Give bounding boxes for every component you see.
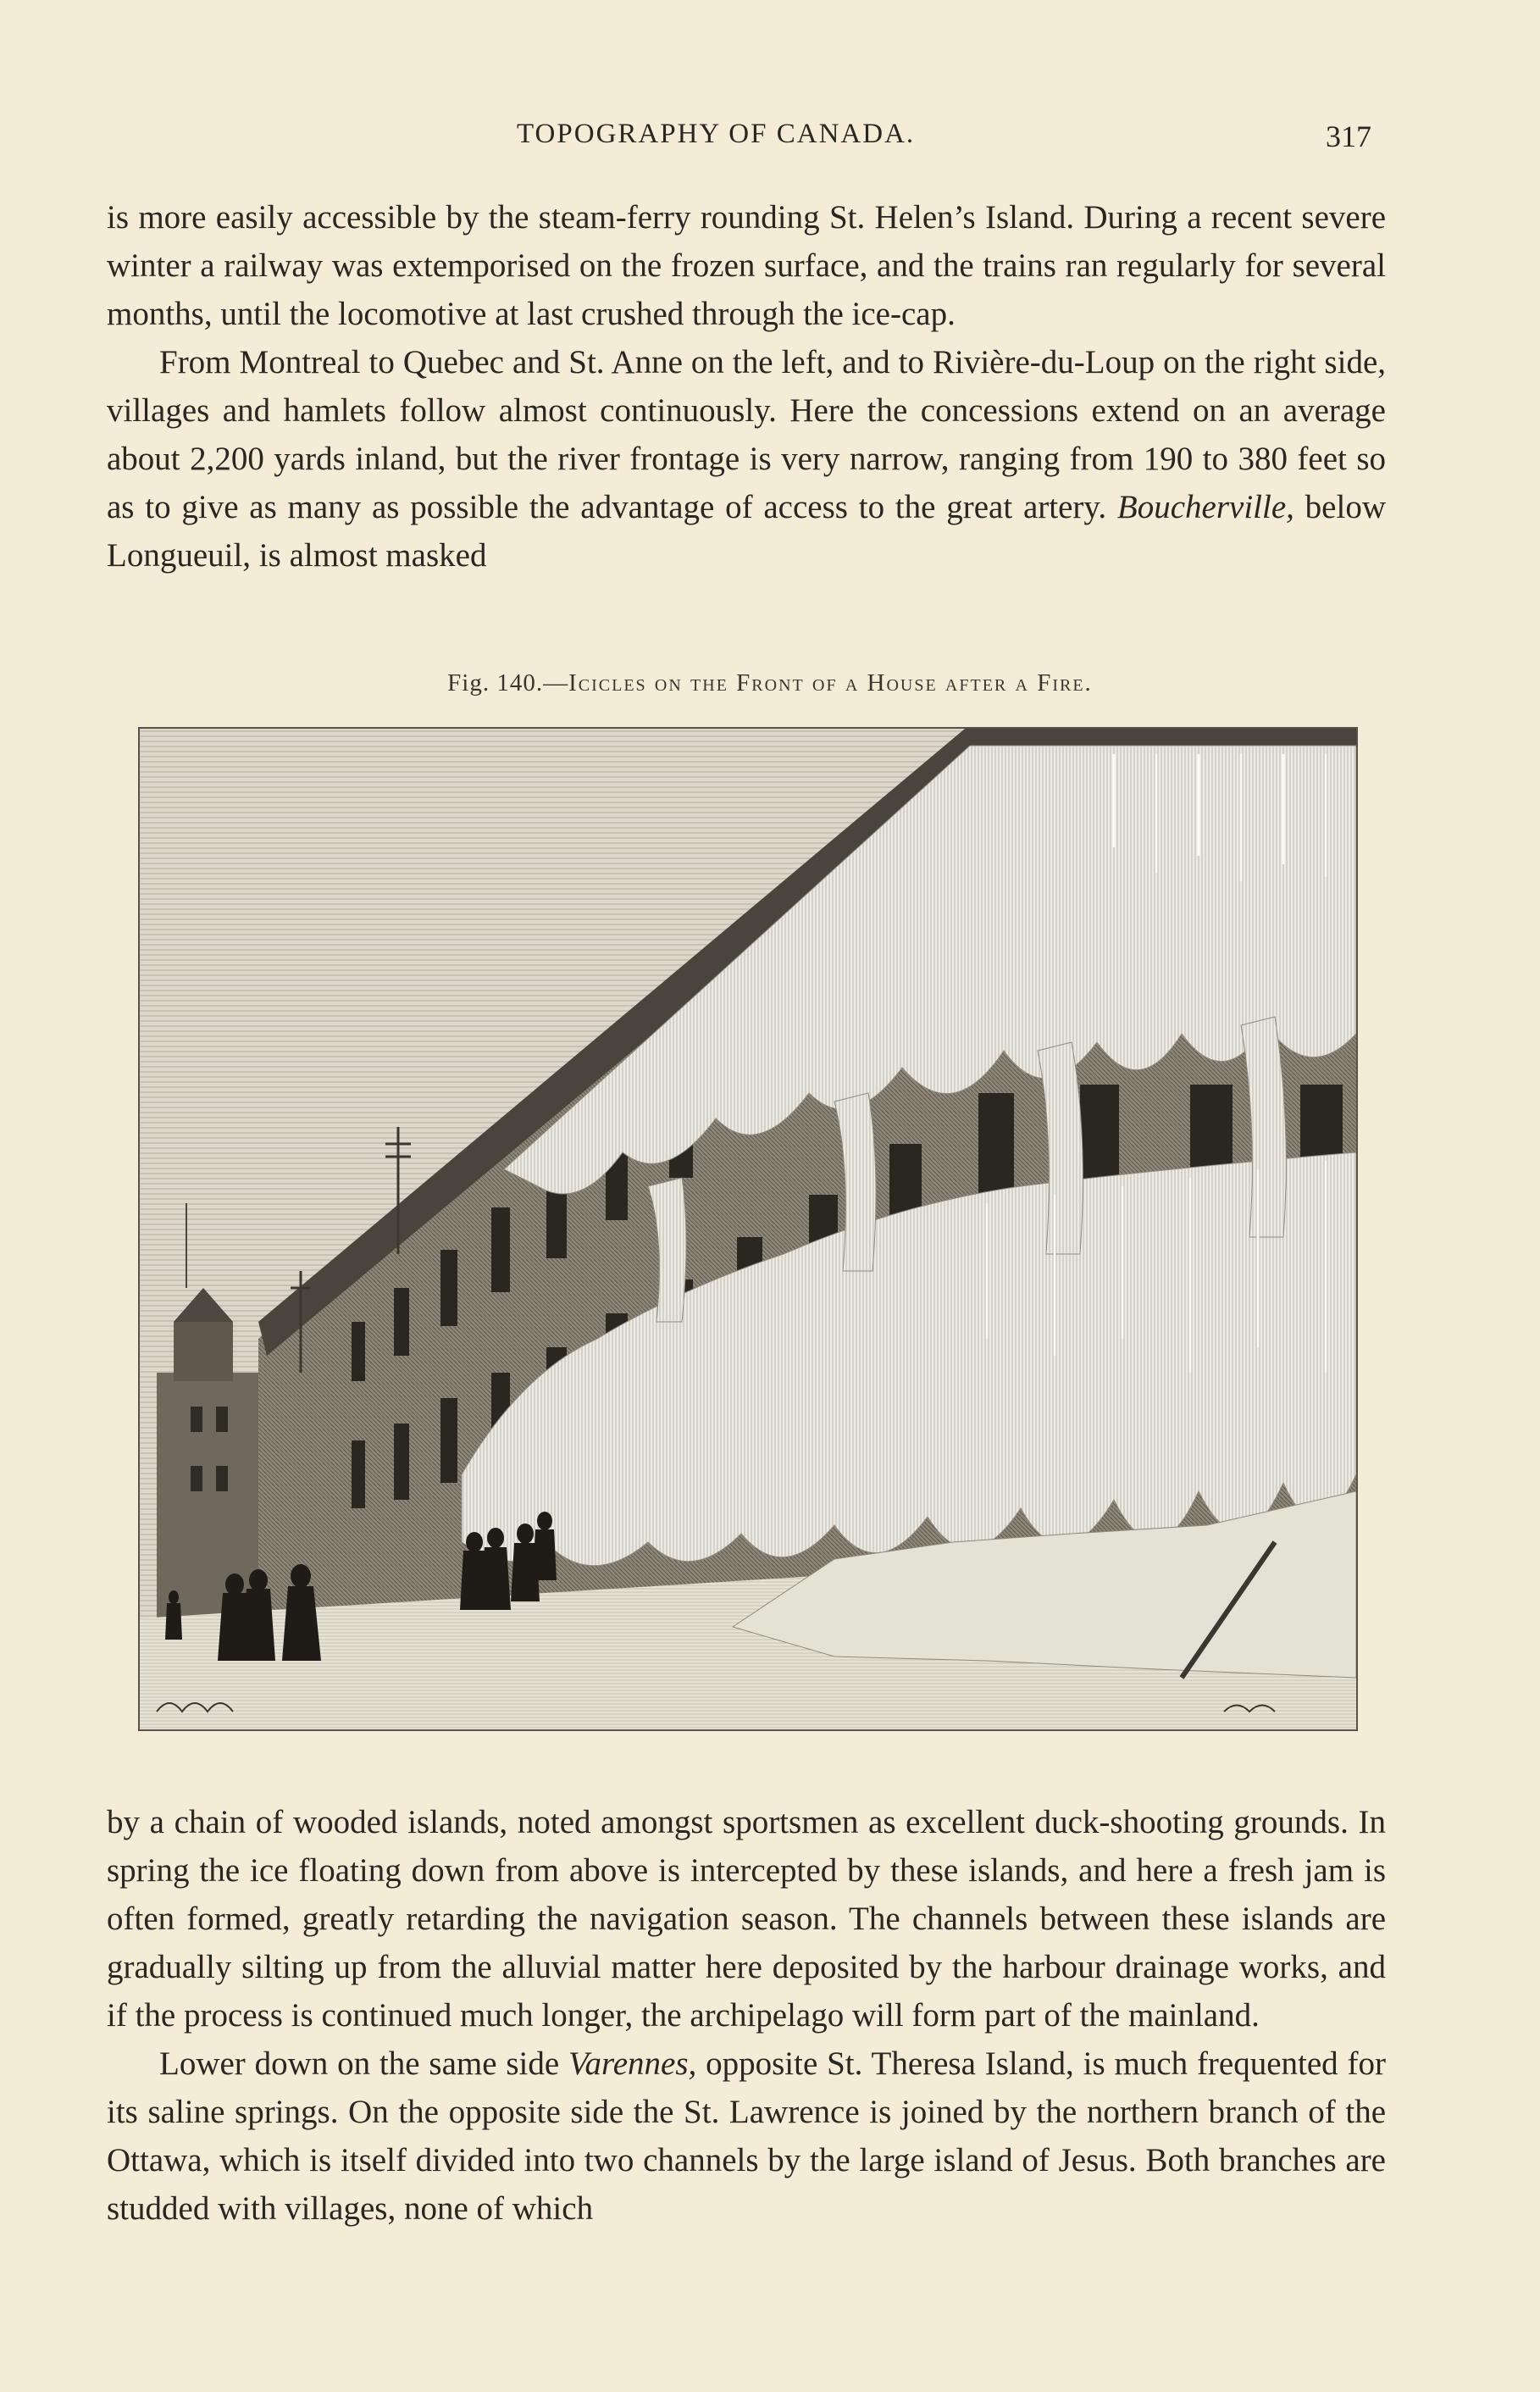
place-name-varennes: Varennes, bbox=[568, 2045, 697, 2082]
running-head bbox=[0, 119, 1540, 161]
paragraph-ferry: is more easily accessible by the steam-ferry rounding St. Helen’s Island. During a recent severe winter a railway was extemporised on the frozen surface, and the trains ran regularly for several months, until the locomotive at last crushed through the ice-cap. bbox=[107, 199, 1386, 332]
paragraph-text: From Montreal to Quebec and St. Anne on the left, and to Rivière-du-Loup on the right side, villages and hamlets follow almost continuously. Here the concessions extend on an average about 2,200 yards inland, but the river frontage is very narrow, ranging from 190 to 380 feet so as to give as many as possible the advantage of access to the great artery. bbox=[107, 344, 1386, 525]
figure-label: Fig. 140.— bbox=[447, 669, 569, 697]
figure-title: Icicles on the Front of a House after a Fire. bbox=[568, 669, 1093, 697]
engraving-icicles-on-house bbox=[138, 727, 1358, 1731]
paragraph-varennes bbox=[107, 2040, 1386, 2233]
engraving-illustration bbox=[140, 729, 1356, 1729]
paragraph-text: below Longueuil, is almost masked bbox=[107, 489, 1386, 574]
paragraph-text: Lower down on the same side bbox=[159, 2045, 569, 2082]
paragraph-islands: by a chain of wooded islands, noted amongst sportsmen as excellent duck-shooting grounds. In spring the ice floating down from above is intercepted by these islands, and here a fresh jam is often formed, greatly retarding the navigation season. The channels between these islands are gradually silting up from the alluvial matter here deposited by the harbour drainage works, and if the process is continued much longer, the archipelago will form part of the mainland. bbox=[107, 1804, 1386, 2034]
place-name-boucherville: Boucherville, bbox=[1116, 489, 1294, 525]
text-block-top bbox=[107, 193, 1386, 580]
paragraph-montreal-quebec bbox=[107, 338, 1386, 580]
text-block-bottom bbox=[107, 1798, 1386, 2233]
running-title: TOPOGRAPHY OF CANADA. bbox=[517, 119, 916, 149]
page-number: 317 bbox=[1326, 119, 1371, 153]
paragraph-text: opposite St. Theresa Island, is much frequented for its saline springs. On the opposite side the St. Lawrence is joined by the northern branch of the Ottawa, which is itself divided into two channels by the large island of Jesus. Both branches are studded with villages, none of which bbox=[107, 2045, 1386, 2227]
figure-caption bbox=[0, 669, 1540, 697]
